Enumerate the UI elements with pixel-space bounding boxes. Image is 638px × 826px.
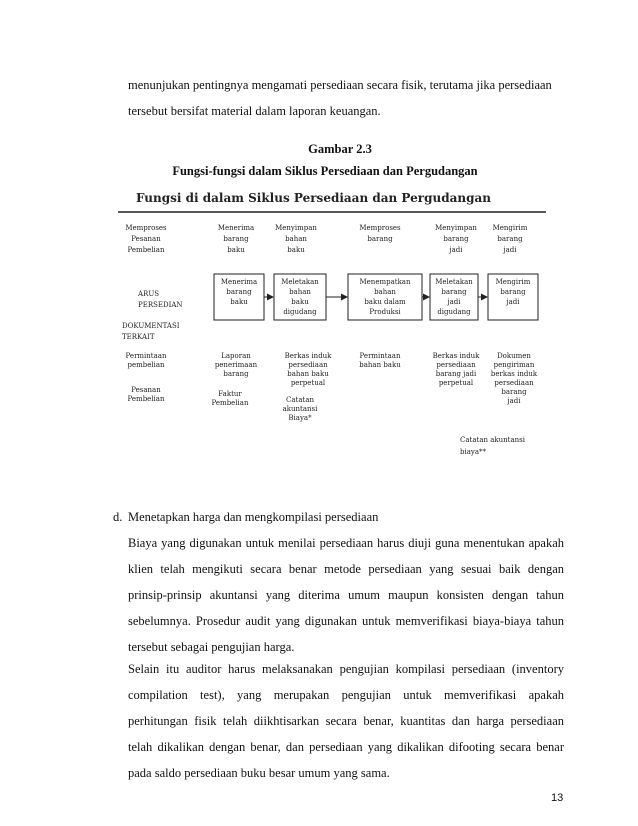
flow-box-label: barang xyxy=(226,288,252,296)
document-label: Pesanan xyxy=(131,386,161,394)
document-label: Pembelian xyxy=(127,395,165,403)
flow-box-label: bahan xyxy=(289,288,311,296)
paragraph-line: Biaya yang digunakan untuk menilai persediaan harus diuji guna menentukan apakah xyxy=(128,536,564,550)
document-label: perpetual xyxy=(290,379,326,387)
flow-box-label: bahan xyxy=(374,288,396,296)
paragraph-line: compilation test), yang merupakan pengujian untuk memverifikasi apakah xyxy=(128,688,564,702)
document-label: Dokumen xyxy=(497,352,531,360)
document-label: barang xyxy=(223,370,249,378)
function-label: Menerima xyxy=(217,224,255,232)
document-label: barang xyxy=(501,388,527,396)
flow-box-label: jadi xyxy=(447,298,461,306)
flow-box-label: barang xyxy=(500,288,526,296)
paragraph-line: pada saldo persediaan buku besar umum yang sama. xyxy=(128,766,390,780)
document-label: persediaan xyxy=(436,361,476,369)
function-label: bahan xyxy=(285,235,307,243)
document-label: Faktur xyxy=(218,390,242,398)
paragraph-line: klien telah mengikuti secara benar metode persediaan yang sesuai baik dengan xyxy=(128,562,564,576)
paragraph-line: prinsip-prinsip akuntansi yang diterima umum maupun konsisten dengan tahun xyxy=(128,588,564,602)
section-d-heading: Menetapkan harga dan mengkompilasi persediaan xyxy=(128,510,379,524)
paragraph-line: sebelumnya. Prosedur audit yang digunakan untuk memverifikasi biaya-biaya tahun xyxy=(128,614,564,628)
flow-box-label: Meletakan xyxy=(435,278,473,286)
function-label: jadi xyxy=(449,246,463,254)
document-label: Biaya* xyxy=(288,414,312,422)
page-number: 13 xyxy=(551,792,564,804)
paragraph-line: telah dikalikan dengan benar, dan persediaan yang dikalikan difooting secara benar xyxy=(128,740,564,754)
function-label: Mengirim xyxy=(492,224,528,232)
function-label: jadi xyxy=(503,246,517,254)
document-label: bahan baku xyxy=(359,361,401,369)
figure-caption-title: Fungsi-fungsi dalam Siklus Persediaan dan Pergudangan xyxy=(172,164,478,178)
flow-box-label: Meletakan xyxy=(281,278,319,286)
flow-label: ARUS xyxy=(138,290,160,298)
document-label: Laporan xyxy=(221,352,251,360)
cost-note: Catatan akuntansi xyxy=(460,436,525,444)
flow-box-label: Menempatkan xyxy=(359,278,411,286)
flow-row xyxy=(137,274,538,320)
flow-box-label: baku xyxy=(230,298,248,306)
document-label: akuntansi xyxy=(282,405,318,413)
section-d-marker: d. xyxy=(113,510,123,524)
function-label: baku xyxy=(227,246,245,254)
document-label: perpetual xyxy=(438,379,474,387)
document-label: Pembelian xyxy=(211,399,249,407)
document-labels xyxy=(122,322,538,456)
flow-box-label: baku xyxy=(291,298,309,306)
flow-box-label: digudang xyxy=(437,308,471,316)
document-label: berkas induk xyxy=(490,370,538,378)
paragraph-line: perhitungan fisik telah diikhtisarkan secara benar, kuantitas dan harga persediaan xyxy=(128,714,564,728)
function-label: barang xyxy=(497,235,523,243)
flow-box-label: Menerima xyxy=(220,278,258,286)
doc-label: DOKUMENTASI xyxy=(122,322,180,330)
function-label: Pesanan xyxy=(131,235,161,243)
document-label: pembelian xyxy=(127,361,165,369)
document-label: barang jadi xyxy=(435,370,477,378)
function-labels xyxy=(125,224,527,254)
intro-line-2: tersebut bersifat material dalam laporan keuangan. xyxy=(128,104,381,118)
cost-note: biaya** xyxy=(460,448,487,456)
diagram-title: Fungsi di dalam Siklus Persediaan dan Pergudangan xyxy=(136,191,491,205)
document-label: penerimaan xyxy=(214,361,258,369)
function-label: barang xyxy=(443,235,469,243)
document-label: bahan baku xyxy=(287,370,329,378)
document-label: Permintaan xyxy=(359,352,401,360)
flow-box-label: baku dalam xyxy=(364,298,406,306)
flow-box-label: Mengirim xyxy=(495,278,531,286)
document-label: Berkas induk xyxy=(432,352,480,360)
document-label: pengiriman xyxy=(493,361,535,369)
function-label: barang xyxy=(223,235,249,243)
function-label: baku xyxy=(287,246,305,254)
paragraph-line: Selain itu auditor harus melaksanakan pengujian kompilasi persediaan (inventory xyxy=(128,662,564,676)
document-label: jadi xyxy=(507,397,521,405)
function-label: barang xyxy=(367,235,393,243)
intro-line-1: menunjukan pentingnya mengamati persediaan secara fisik, terutama jika persediaan xyxy=(128,78,552,92)
paragraph-line: tersebut sebagai pengujian harga. xyxy=(128,640,295,654)
document-label: Catatan xyxy=(285,396,315,404)
document-label: persediaan xyxy=(288,361,328,369)
document-label: persediaan xyxy=(494,379,534,387)
figure-caption-number: Gambar 2.3 xyxy=(308,142,372,156)
function-label: Menyimpan xyxy=(275,224,317,232)
flow-box-label: digudang xyxy=(283,308,317,316)
function-label: Pembelian xyxy=(127,246,165,254)
flow-box-label: Produksi xyxy=(369,308,401,316)
function-label: Memproses xyxy=(359,224,401,232)
flow-box-label: jadi xyxy=(506,298,520,306)
document-label: Berkas induk xyxy=(284,352,332,360)
flow-box-label: barang xyxy=(441,288,467,296)
inventory-cycle-diagram xyxy=(118,186,546,464)
flow-label: PERSEDIAN xyxy=(138,301,183,309)
function-label: Memproses xyxy=(125,224,167,232)
document-label: Permintaan xyxy=(125,352,167,360)
doc-label: TERKAIT xyxy=(122,333,155,341)
function-label: Menyimpan xyxy=(435,224,477,232)
